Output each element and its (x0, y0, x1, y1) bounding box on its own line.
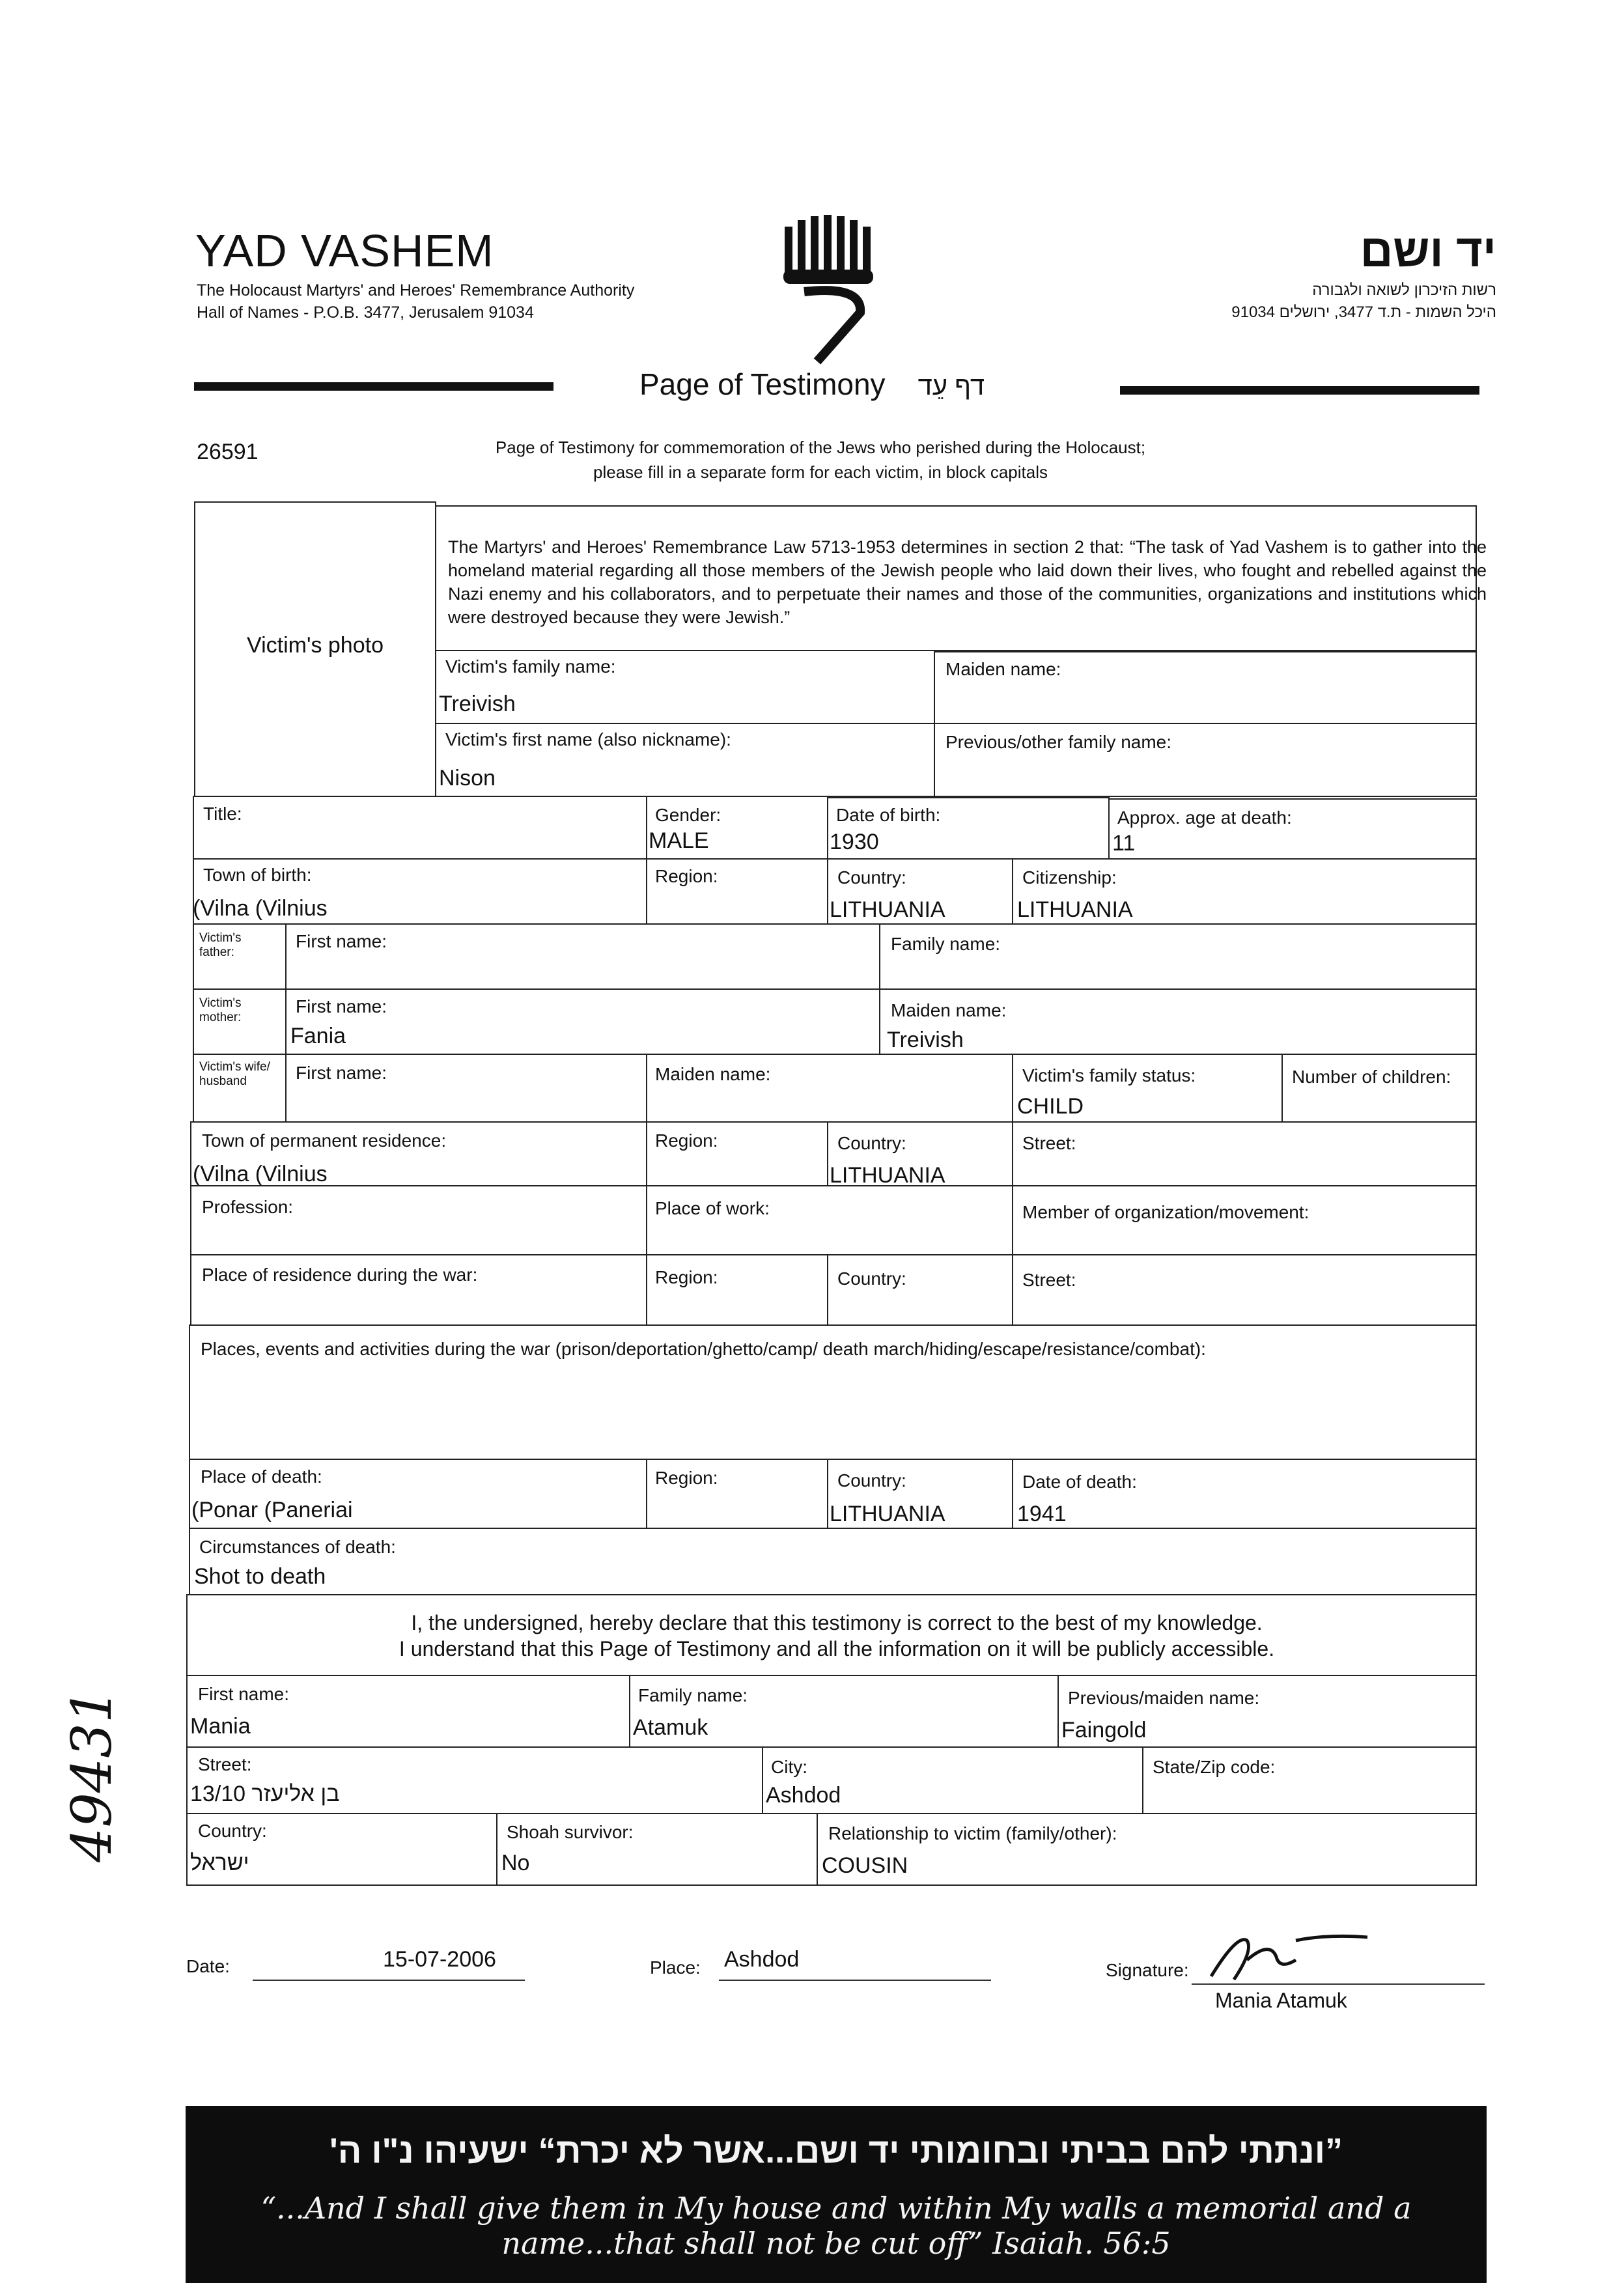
family-name-label: Victim's family name: (445, 656, 616, 677)
gender-label: Gender: (655, 805, 721, 825)
war-region-label: Region: (655, 1267, 718, 1287)
circumstances-of-death-value: Shot to death (194, 1564, 326, 1589)
footer-signature-name: Mania Atamuk (1215, 1989, 1347, 2012)
spouse-first-name-label: First name: (296, 1063, 387, 1083)
shoah-survivor-label: Shoah survivor: (507, 1822, 634, 1842)
first-name-value: Nison (439, 766, 496, 791)
previous-family-name-label: Previous/other family name: (945, 732, 1172, 752)
intro-text: Page of Testimony for commemoration of the Jews who perished during the Holocaust; please fill in a separate form for each victim, in block capitals (495, 438, 1146, 482)
mother-first-name-value: Fania (290, 1024, 346, 1048)
maiden-name-label: Maiden name: (945, 659, 1061, 679)
date-of-birth-value: 1930 (830, 830, 879, 854)
submitter-maiden-name-label: Previous/maiden name: (1068, 1688, 1260, 1708)
relationship-label: Relationship to victim (family/other): (828, 1823, 1117, 1843)
birth-region-label: Region: (655, 866, 718, 886)
family-status-label: Victim's family status: (1022, 1065, 1196, 1085)
footer-signature-line (1192, 1983, 1485, 1985)
mother-maiden-name-label: Maiden name: (891, 1000, 1007, 1020)
residence-town-value: (Vilna (Vilnius (193, 1162, 328, 1186)
footer-date-value: 15-07-2006 (383, 1947, 496, 1972)
quote-hebrew: ”ונתתי להם בביתי ובחומותי יד ושם...אשר לא יכרת“ ישעיהו נ"ו ה' (329, 2131, 1343, 2170)
residence-street-field[interactable] (1012, 1121, 1477, 1186)
page-title-hebrew: דף עֵד (917, 372, 985, 400)
submitter-city-value: Ashdod (766, 1783, 841, 1808)
submitter-country-value: ישראל (190, 1851, 249, 1875)
father-side-label: Victim's father: (199, 931, 242, 959)
war-region-field[interactable] (646, 1254, 828, 1326)
org-line-2-hebrew: היכל השמות - ת.ד 3477, ירושלים 91034 (1231, 303, 1496, 321)
declaration-text: I, the undersigned, hereby declare that this testimony is correct to the best of my knowledge. I understand that this Page of Testimony and all the information on it will be publicly accessible. (399, 1611, 1275, 1660)
first-name-label: Victim's first name (also nickname): (445, 729, 731, 749)
family-name-value: Treivish (439, 692, 516, 716)
town-of-birth-label: Town of birth: (203, 865, 312, 885)
mother-maiden-name-value: Treivish (887, 1028, 964, 1052)
father-first-name-label: First name: (296, 931, 387, 951)
page-title: Page of Testimony דף עֵד (639, 367, 985, 401)
footer-place-label: Place: (650, 1957, 701, 1978)
citizenship-label: Citizenship: (1022, 867, 1117, 888)
submitter-family-name-label: Family name: (638, 1685, 748, 1705)
date-of-death-value: 1941 (1017, 1502, 1067, 1526)
quote-banner (186, 2106, 1487, 2283)
margin-handwritten-number: 49431 (60, 1688, 124, 1862)
menorah-logo-icon (778, 215, 882, 365)
residence-region-label: Region: (655, 1130, 718, 1151)
citizenship-value: LITHUANIA (1017, 897, 1133, 922)
profession-field[interactable] (190, 1185, 647, 1255)
mother-first-name-label: First name: (296, 996, 387, 1016)
document-number: 26591 (197, 440, 259, 464)
profession-label: Profession: (202, 1197, 294, 1217)
victim-photo-label: Victim's photo (247, 633, 384, 658)
title-label: Title: (203, 804, 242, 824)
war-street-label: Street: (1022, 1270, 1076, 1290)
age-at-death-value: 11 (1112, 831, 1136, 856)
submitter-city-label: City: (771, 1757, 807, 1777)
residence-street-label: Street: (1022, 1133, 1076, 1153)
residence-town-label: Town of permanent residence: (202, 1130, 447, 1151)
submitter-zip-label: State/Zip code: (1153, 1757, 1276, 1777)
war-street-field[interactable] (1012, 1254, 1477, 1326)
war-country-field[interactable] (827, 1254, 1013, 1326)
residence-country-label: Country: (837, 1133, 906, 1153)
place-of-death-label: Place of death: (201, 1466, 322, 1487)
family-status-value: CHILD (1017, 1094, 1084, 1119)
org-name: YAD VASHEM (195, 225, 494, 276)
place-of-work-field[interactable] (646, 1185, 1013, 1255)
submitter-first-name-label: First name: (198, 1684, 290, 1704)
birth-country-value: LITHUANIA (830, 897, 945, 922)
birth-country-label: Country: (837, 867, 906, 888)
shoah-survivor-value: No (501, 1851, 530, 1875)
age-at-death-label: Approx. age at death: (1117, 807, 1292, 828)
residence-country-value: LITHUANIA (830, 1163, 945, 1188)
number-of-children-field[interactable] (1281, 1054, 1477, 1123)
submitter-maiden-name-value: Faingold (1061, 1718, 1147, 1743)
title-field[interactable] (193, 796, 647, 860)
relationship-value: COUSIN (822, 1853, 908, 1878)
place-of-death-value: (Ponar (Paneriai (191, 1498, 353, 1522)
submitter-country-label: Country: (198, 1821, 267, 1841)
death-country-value: LITHUANIA (830, 1502, 945, 1526)
circumstances-of-death-label: Circumstances of death: (199, 1537, 396, 1557)
date-of-birth-label: Date of birth: (836, 805, 941, 825)
war-events-label: Places, events and activities during the war (prison/deportation/ghetto/camp/ death march/hiding/escape/resistance/combat): (201, 1339, 1206, 1359)
mother-maiden-name-field[interactable] (879, 988, 1477, 1055)
death-country-label: Country: (837, 1470, 906, 1491)
mother-side-label: Victim's mother: (199, 996, 242, 1024)
footer-signature-label: Signature: (1106, 1960, 1189, 1980)
submitter-street-label: Street: (198, 1754, 252, 1774)
org-line-1: The Holocaust Martyrs' and Heroes' Remembrance Authority (197, 281, 635, 300)
war-country-label: Country: (837, 1268, 906, 1289)
org-line-2: Hall of Names - P.O.B. 3477, Jerusalem 91034 (197, 303, 534, 322)
footer-date-line (253, 1980, 525, 1981)
submitter-family-name-value: Atamuk (633, 1715, 708, 1740)
date-of-death-label: Date of death: (1022, 1472, 1137, 1492)
law-text: The Martyrs' and Heroes' Remembrance Law 5713-1953 determines in section 2 that: “The task of Yad Vashem is to gather into the homeland material regarding all those members of the Jewish people who laid down their lives, who fought and rebelled against the Nazi enemy and his collaborators, and to perpetuate their names and those of the communities, organizations and institutions which were destroyed because they were Jewish.” (448, 537, 1487, 627)
father-family-name-label: Family name: (891, 934, 1001, 954)
number-of-children-label: Number of children: (1292, 1067, 1451, 1087)
gender-value: MALE (649, 828, 709, 853)
submitter-street-value: 13/10 בן אליעזר (190, 1782, 340, 1806)
org-name-hebrew: יד ושם (1360, 225, 1496, 276)
town-of-birth-value: (Vilna (Vilnius (193, 896, 328, 921)
submitter-first-name-value: Mania (190, 1714, 251, 1739)
footer-date-label: Date: (186, 1956, 230, 1976)
date-of-death-field[interactable] (1012, 1459, 1477, 1529)
place-of-work-label: Place of work: (655, 1198, 770, 1218)
membership-label: Member of organization/movement: (1022, 1202, 1309, 1222)
footer-place-line (719, 1980, 991, 1981)
quote-english: “...And I shall give them in My house and within My walls a memorial and a name...that shall not be cut off” Isaiah. 56:5 (260, 2191, 1412, 2261)
spouse-side-label: Victim's wife/ husband (199, 1060, 270, 1088)
spouse-maiden-name-label: Maiden name: (655, 1064, 771, 1084)
handwritten-signature-icon (1198, 1921, 1380, 1993)
death-region-label: Region: (655, 1468, 718, 1488)
footer-place-value: Ashdod (724, 1947, 800, 1972)
war-residence-label: Place of residence during the war: (202, 1265, 478, 1285)
org-line-1-hebrew: רשות הזיכרון לשואה ולגבורה (1312, 281, 1496, 299)
